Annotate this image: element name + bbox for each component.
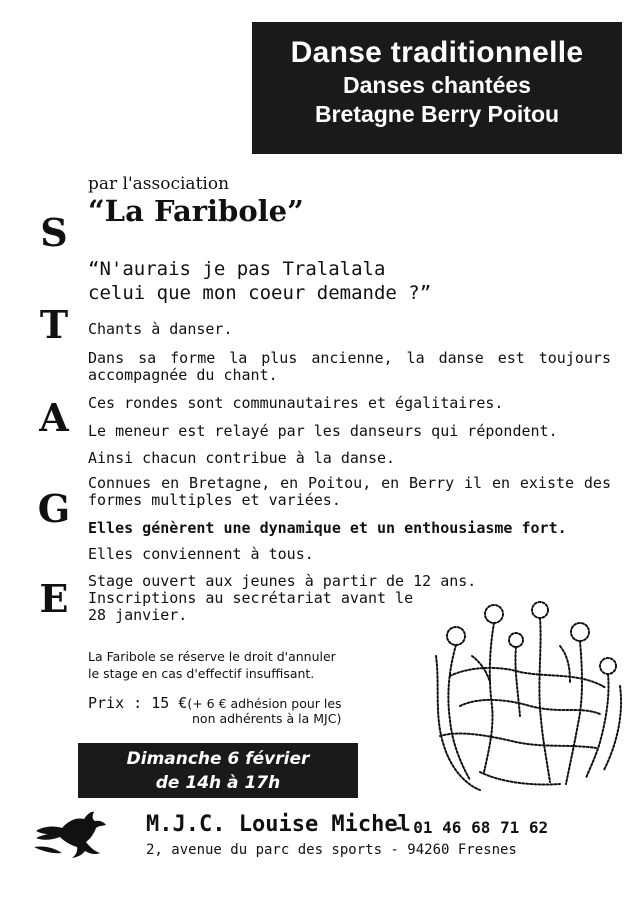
cancellation-note: [88, 648, 398, 682]
price-membership-line-1: (+ 6 € adhésion pour les: [187, 696, 342, 711]
quote-line-2: celui que mon coeur demande ?”: [88, 282, 432, 304]
inscriptions-line-3: 28 janvier.: [88, 606, 188, 624]
paragraph-dynamique: Elles génèrent une dynamique et un enthousiasme fort.: [88, 519, 567, 537]
note-line-2: le stage en cas d'effectif insuffisant.: [88, 666, 315, 681]
stage-letter-s: S: [40, 210, 68, 255]
stage-letter-e: E: [39, 576, 69, 621]
stage-letter-g: G: [37, 486, 71, 531]
paragraph-chacun: Ainsi chacun contribue à la danse.: [88, 449, 396, 467]
inscriptions-line-1: Stage ouvert aux jeunes à partir de 12 ans.: [88, 572, 477, 590]
header-regions: Bretagne Berry Poitou: [314, 101, 560, 127]
date-day: Dimanche 6 février: [126, 749, 310, 769]
inscriptions-line-2: Inscriptions au secrétariat avant le: [88, 589, 414, 607]
header-banner: [252, 22, 622, 154]
price-label: Prix : 15 €: [88, 694, 188, 712]
date-banner: [78, 743, 358, 798]
quote-line-1: “N'aurais je pas Tralalala: [88, 258, 386, 280]
paragraph-meneur: Le meneur est relayé par les danseurs qui répondent.: [88, 422, 558, 440]
kangaroo-icon: [32, 807, 122, 863]
price: [88, 694, 342, 712]
header-subtitle: Danses chantées: [343, 72, 531, 98]
mjc-name: M.J.C. Louise Michel: [146, 812, 411, 837]
price-membership-line-2: non adhérents à la MJC): [192, 711, 342, 726]
date-hours: de 14h à 17h: [155, 773, 281, 793]
stage-letter-t: T: [39, 302, 69, 347]
association-name: “La Faribole”: [88, 194, 304, 228]
paragraph-connues: Connues en Bretagne, en Poitou, en Berry il en existe des formes multiples et variées.: [88, 474, 611, 509]
mjc-phone: - 01 46 68 71 62: [394, 818, 549, 837]
song-quote: [88, 257, 431, 305]
paragraph-conviennent: Elles conviennent à tous.: [88, 545, 314, 563]
mjc-address: 2, avenue du parc des sports - 94260 Fresnes: [146, 842, 517, 858]
header-title: Danse traditionnelle: [290, 36, 584, 69]
paragraph-rondes: Ces rondes sont communautaires et égalitaires.: [88, 394, 504, 412]
stage-letter-a: A: [39, 395, 69, 440]
association-intro: par l'association: [88, 174, 230, 194]
paragraph-chants: Chants à danser.: [88, 320, 233, 338]
note-line-1: La Faribole se réserve le droit d'annuler: [88, 649, 336, 664]
dancers-icon: [420, 596, 634, 792]
paragraph-forme: Dans sa forme la plus ancienne, la danse est toujours accompagnée du chant.: [88, 349, 611, 384]
